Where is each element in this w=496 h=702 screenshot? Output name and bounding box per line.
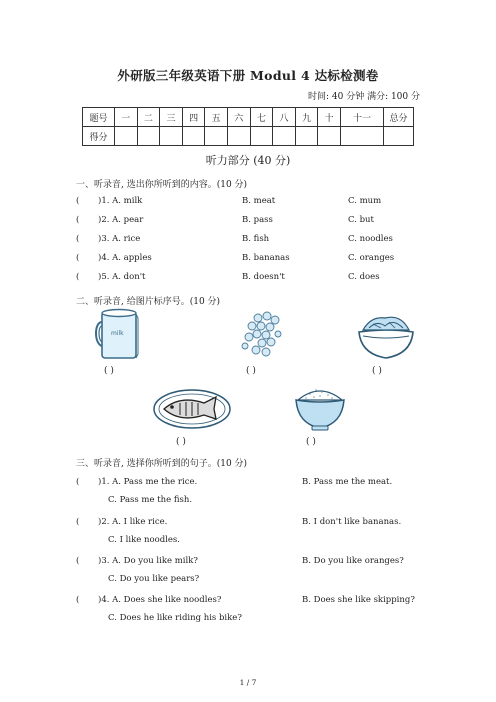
option-b: B. meat: [242, 196, 276, 206]
answer-paren[interactable]: (: [76, 272, 80, 282]
q3-title: 三、听录音, 选择你所听到的句子。(10 分): [76, 459, 248, 469]
option-b: B. Do you like oranges?: [302, 556, 404, 566]
option-c: C. noodles: [348, 234, 393, 244]
score-blank-cell[interactable]: [384, 127, 414, 146]
option-a: )1. A. milk: [98, 196, 143, 206]
rice-bowl-icon: [292, 380, 348, 436]
page-title: 外研版三年级英语下册 Modul 4 达标检测卷: [117, 68, 379, 83]
grapes-icon: [240, 310, 288, 364]
picture-answer-blank[interactable]: ( ): [104, 366, 114, 376]
score-cell: 五: [205, 108, 228, 127]
score-cell: 四: [182, 108, 205, 127]
score-blank-cell[interactable]: [250, 127, 273, 146]
score-cell: 十一: [340, 108, 383, 127]
option-b: B. doesn't: [242, 272, 285, 282]
score-blank-cell[interactable]: [205, 127, 228, 146]
option-a: )2. A. I like rice.: [98, 517, 168, 527]
option-a: )2. A. pear: [98, 215, 144, 225]
answer-paren[interactable]: (: [76, 517, 80, 527]
score-cell: 总分: [384, 108, 414, 127]
answer-paren[interactable]: (: [76, 556, 80, 566]
picture-answer-blank[interactable]: ( ): [306, 437, 316, 447]
picture-answer-blank[interactable]: ( ): [372, 366, 382, 376]
score-blank-cell[interactable]: [160, 127, 183, 146]
option-c: C. mum: [348, 196, 382, 206]
score-cell: 一: [115, 108, 138, 127]
option-b: B. fish: [242, 234, 270, 244]
option-b: B. pass: [242, 215, 273, 225]
option-b: B. Does she like skipping?: [302, 595, 415, 605]
score-blank-cell[interactable]: [137, 127, 160, 146]
picture-answer-blank[interactable]: ( ): [246, 366, 256, 376]
score-blank-cell[interactable]: [295, 127, 318, 146]
score-blank-cell[interactable]: [227, 127, 250, 146]
score-blank-cell[interactable]: [340, 127, 383, 146]
score-cell: 题号: [83, 108, 115, 127]
score-blank-cell[interactable]: [318, 127, 341, 146]
fish-plate-icon: [152, 385, 232, 435]
milk-mug-icon: [92, 308, 152, 366]
answer-paren[interactable]: (: [76, 234, 80, 244]
answer-paren[interactable]: (: [76, 215, 80, 225]
score-cell: 十: [318, 108, 341, 127]
score-cell: 三: [160, 108, 183, 127]
q1-title: 一、听录音, 选出你所听到的内容。(10 分): [76, 180, 248, 190]
option-b: B. Pass me the meat.: [302, 477, 393, 487]
picture-answer-blank[interactable]: ( ): [176, 437, 186, 447]
option-a: )4. A. apples: [98, 253, 152, 263]
option-c: C. Do you like pears?: [108, 574, 200, 584]
score-blank-cell[interactable]: [182, 127, 205, 146]
option-c: C. I like noodles.: [108, 535, 180, 545]
answer-paren[interactable]: (: [76, 196, 80, 206]
time-info: 时间: 40 分钟 满分: 100 分: [308, 92, 420, 102]
food-bowl-icon: [355, 310, 417, 364]
answer-paren[interactable]: (: [76, 595, 80, 605]
option-c: C. but: [348, 215, 374, 225]
score-cell: 九: [295, 108, 318, 127]
option-a: )4. A. Does she like noodles?: [98, 595, 222, 605]
score-table-header-row: [83, 108, 414, 127]
score-cell: 八: [273, 108, 296, 127]
option-b: B. I don't like bananas.: [302, 517, 402, 527]
option-c: C. oranges: [348, 253, 395, 263]
score-table-score-row: [83, 127, 414, 146]
option-c: C. Pass me the fish.: [108, 495, 193, 505]
answer-paren[interactable]: (: [76, 253, 80, 263]
score-cell: 二: [137, 108, 160, 127]
mug-label: milk: [111, 330, 124, 337]
option-a: )3. A. Do you like milk?: [98, 556, 198, 566]
option-c: C. Does he like riding his bike?: [108, 613, 242, 623]
listening-section-header: 听力部分 (40 分): [205, 154, 291, 167]
answer-paren[interactable]: (: [76, 477, 80, 487]
option-a: )1. A. Pass me the rice.: [98, 477, 198, 487]
score-blank-cell[interactable]: [115, 127, 138, 146]
option-b: B. bananas: [242, 253, 290, 263]
score-cell: 得分: [83, 127, 115, 146]
score-table: [82, 107, 414, 146]
option-a: )5. A. don't: [98, 272, 146, 282]
q2-title: 二、听录音, 给图片标序号。(10 分): [76, 297, 221, 307]
option-a: )3. A. rice: [98, 234, 141, 244]
page-number: 1 / 7: [239, 678, 257, 687]
score-blank-cell[interactable]: [273, 127, 296, 146]
score-cell: 七: [250, 108, 273, 127]
option-c: C. does: [348, 272, 380, 282]
score-cell: 六: [227, 108, 250, 127]
